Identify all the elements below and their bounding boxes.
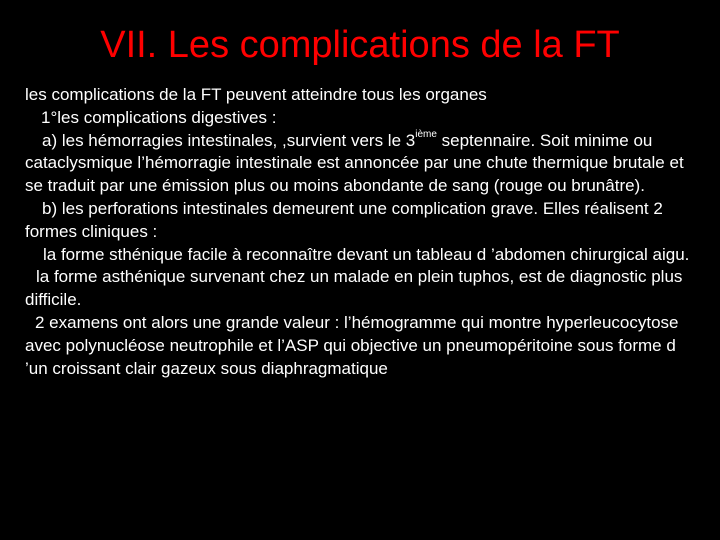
form-asthenic-text: la forme asthénique survenant chez un malade en plein tuphos, est de diagnostic plus difficile. <box>25 267 683 310</box>
slide-title: VII. Les complications de la FT <box>100 24 620 66</box>
section-digestive-heading: 1°les complications digestives : <box>41 107 277 127</box>
item-perforation-text: b) les perforations intestinales demeurent une complication grave. Elles réalisent 2 formes cliniques : <box>25 198 663 241</box>
intro-line: les complications de la FT peuvent atteindre tous les organes <box>25 85 487 104</box>
item-hemorrhage-text-end: septennaire. Soit minime ou cataclysmique l’hémorragie intestinale est annoncée par une chute thermique brutale et se traduit par une émission plus ou moins abondante de sang (rouge ou brunâtre). <box>25 130 684 196</box>
slide-body <box>25 84 700 380</box>
item-perforation <box>25 198 700 244</box>
form-sthenic-text: la forme sthénique facile à reconnaître devant un tableau d ’abdomen chirurgical aigu. <box>43 244 690 264</box>
exams-paragraph <box>25 312 700 380</box>
form-asthenic <box>25 266 700 312</box>
item-hemorrhage <box>25 130 700 198</box>
form-sthenic <box>25 244 700 267</box>
item-hemorrhage-text-start: a) les hémorragies intestinales, ,survient vers le 3 <box>42 130 416 150</box>
ordinal-suffix: ième <box>415 128 437 140</box>
exams-text: 2 examens ont alors une grande valeur : l’hémogramme qui montre hyperleucocytose avec polynucléose neutrophile et l’ASP qui objective un pneumopéritoine sous forme d ’un croissant clair gazeux sous diaphragmatique <box>25 312 679 378</box>
